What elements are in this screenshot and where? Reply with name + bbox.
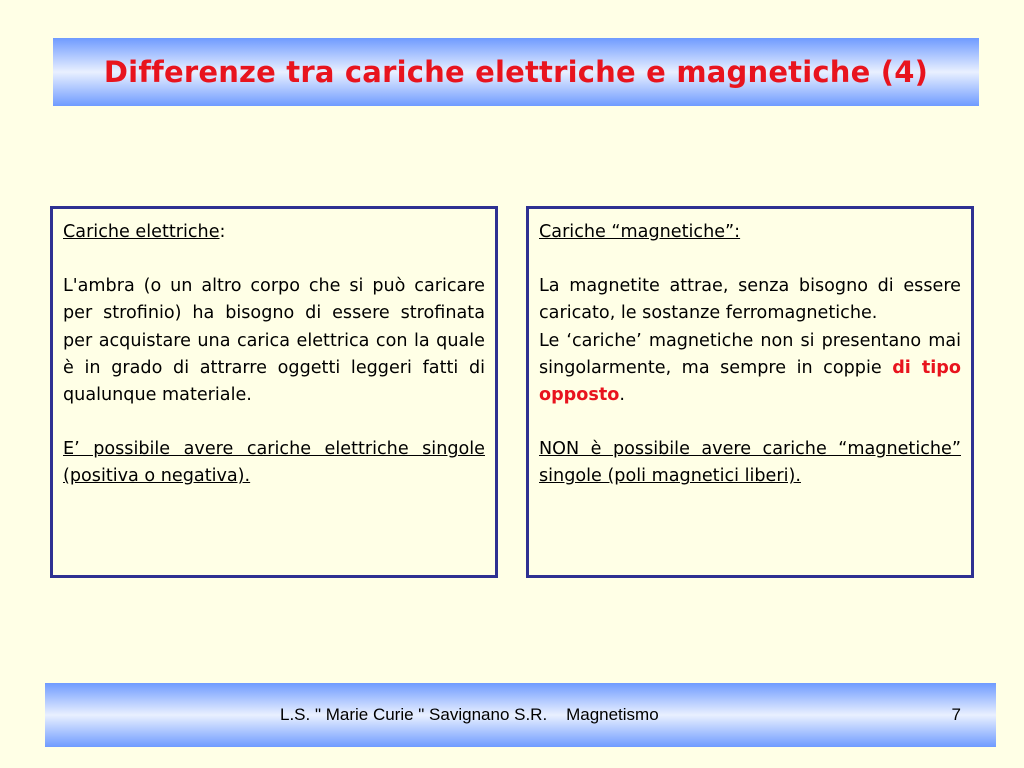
page-number: 7	[951, 705, 961, 724]
magnetic-charges-heading-line	[539, 219, 961, 246]
slide-title: Differenze tra cariche elettriche e magnetiche (4)	[103, 55, 929, 89]
single-charges-paragraph: E’ possibile avere cariche elettriche singole (positiva o negativa).	[63, 439, 485, 487]
spacer	[539, 246, 961, 273]
spacer	[539, 409, 961, 436]
spacer	[63, 409, 485, 436]
footer-bar	[45, 683, 996, 747]
no-monopoles-paragraph: NON è possibile avere cariche “magnetiche” singole (poli magnetici liberi).	[539, 439, 961, 487]
magnetic-charges-box	[526, 206, 974, 578]
amber-paragraph: L'ambra (o un altro corpo che si può caricare per strofinio) ha bisogno di essere strofinata per acquistare una carica elettrica con la quale è in grado di attrarre oggetti leggeri fatti di qualunque materiale.	[63, 276, 485, 406]
title-bar	[53, 38, 979, 106]
spacer	[63, 246, 485, 273]
footer-text: L.S. " Marie Curie " Savignano S.R. Magnetismo	[280, 705, 659, 724]
pairs-period: .	[619, 385, 625, 406]
electric-charges-heading: Cariche elettriche	[63, 222, 220, 242]
magnetite-paragraph: La magnetite attrae, senza bisogno di essere caricato, le sostanze ferromagnetiche.	[539, 276, 961, 324]
magnetic-charges-heading: Cariche “magnetiche”:	[539, 222, 741, 242]
heading-colon: :	[219, 222, 226, 242]
electric-charges-heading-line	[63, 219, 485, 246]
opposite-type-highlight: di tipo opposto	[539, 357, 961, 406]
pairs-text: Le ‘cariche’ magnetiche non si presentano mai singolarmente, ma sempre in coppie	[539, 330, 961, 378]
electric-charges-box	[50, 206, 498, 578]
pairs-paragraph	[539, 328, 961, 410]
